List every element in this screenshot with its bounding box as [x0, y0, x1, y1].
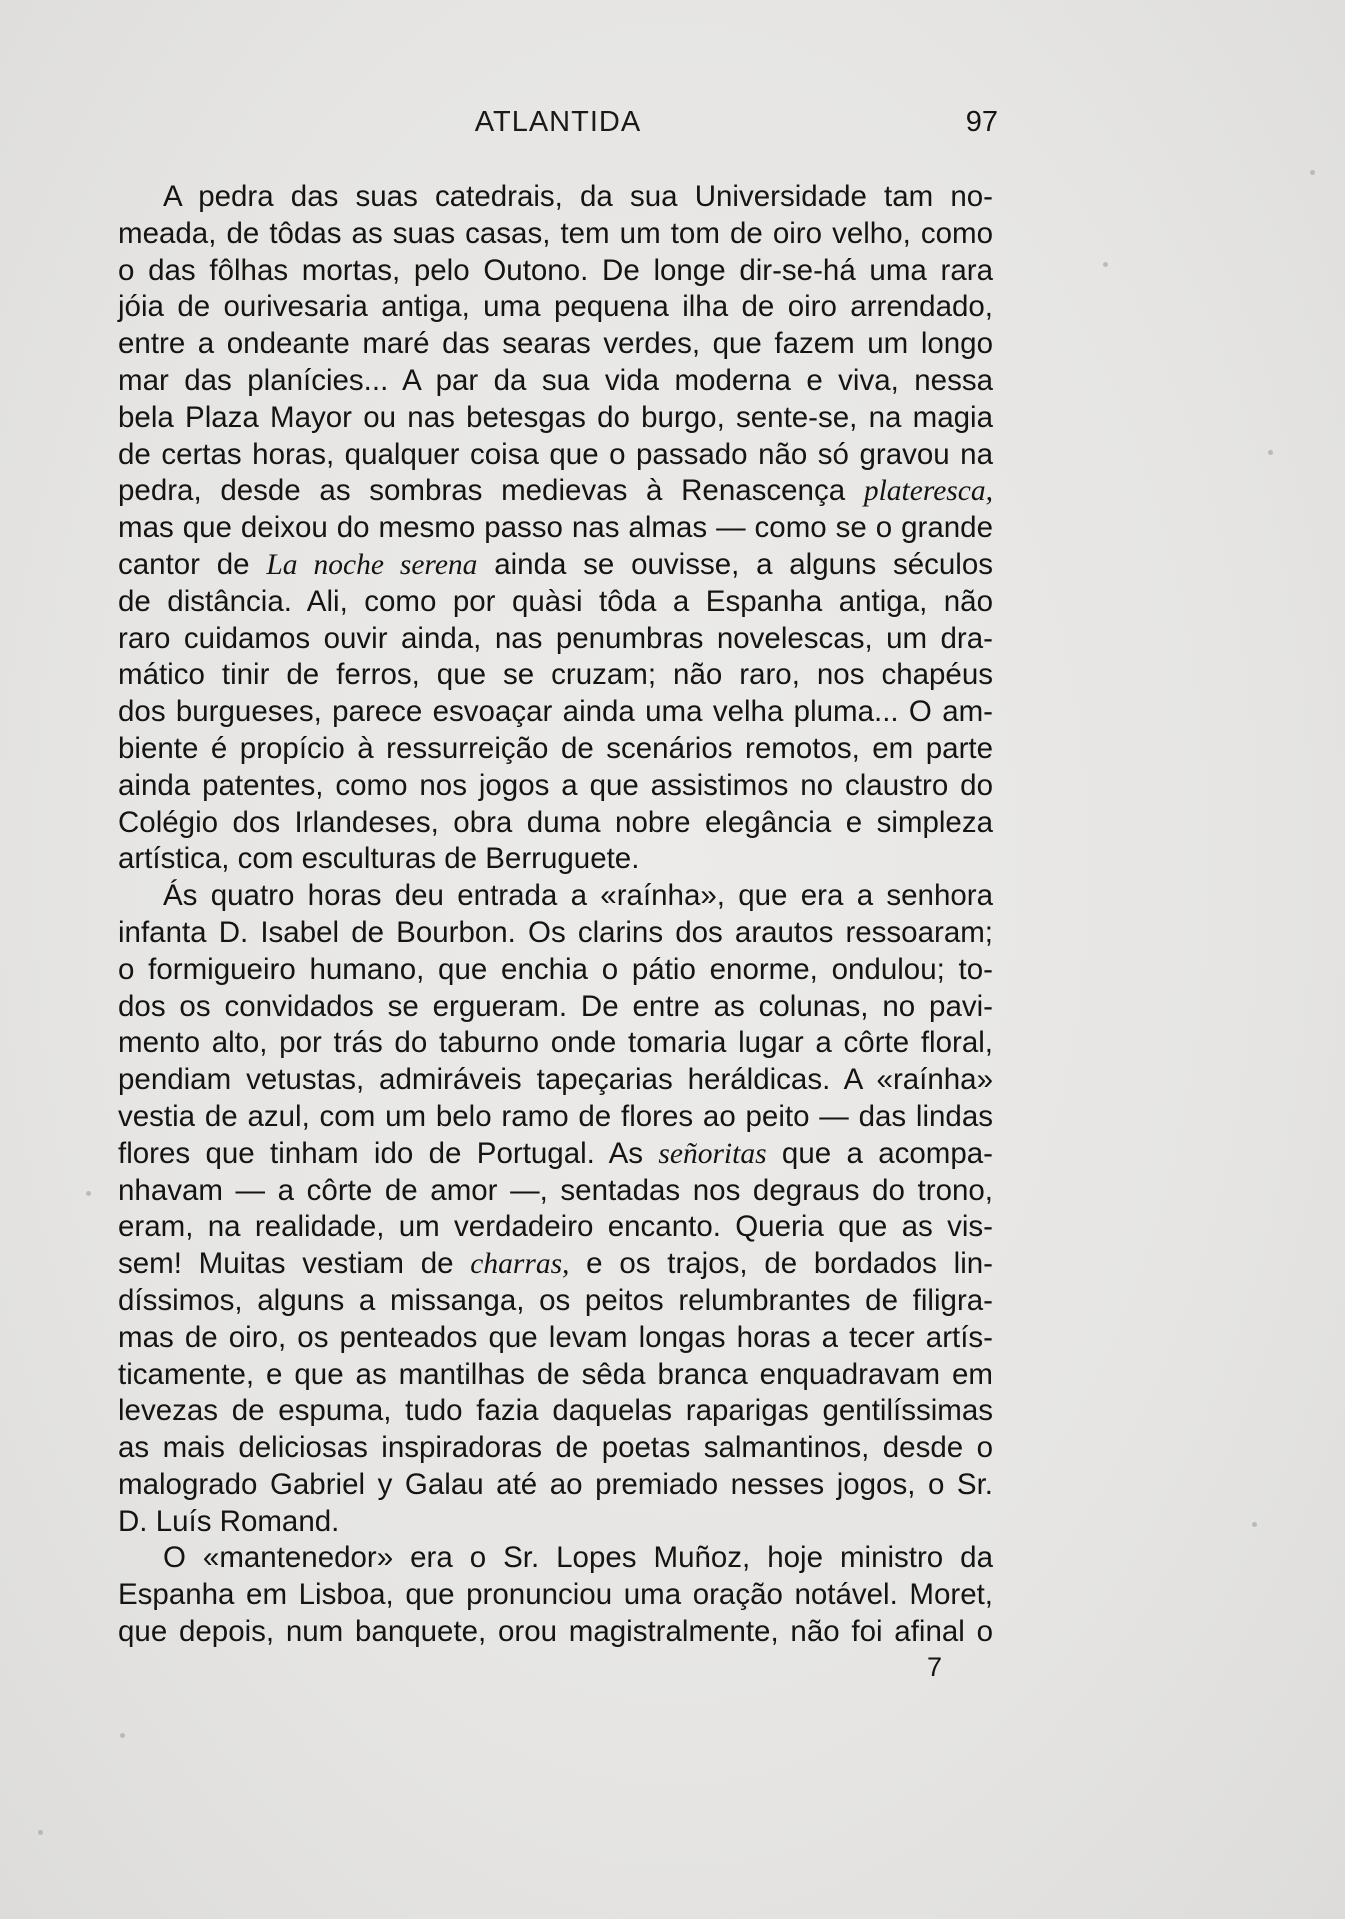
text-line	[118, 694, 993, 731]
line-text: bela Plaza Mayor ou nas betesgas do burgo, sente-se, na magia	[118, 400, 993, 434]
line-text: Ás quatro horas deu entrada a «raínha», que era a senhora	[163, 879, 993, 913]
text-line	[118, 621, 993, 658]
line-text: de certas horas, qualquer coisa que o passado não só gravou na	[118, 437, 993, 471]
text-line	[118, 731, 993, 768]
text-line	[118, 1540, 993, 1577]
text-line	[118, 841, 993, 878]
line-text: entre a ondeante maré das searas verdes, que fazem um longo	[118, 327, 993, 361]
text-line	[118, 289, 993, 326]
line-text: biente é propício à ressurreição de scenários remotos, em parte	[118, 731, 993, 765]
line-text: ainda patentes, como nos jogos a que assistimos no claustro do	[118, 768, 993, 802]
text-line	[118, 179, 993, 216]
line-text: infanta D. Isabel de Bourbon. Os clarins dos arautos ressoaram;	[118, 915, 993, 949]
line-text: de distância. Ali, como por quàsi tôda a Espanha antiga, não	[118, 584, 993, 618]
text-line	[118, 253, 993, 290]
text-line	[118, 1209, 993, 1246]
paper-speck	[120, 1733, 125, 1738]
text-line	[118, 1283, 993, 1320]
line-text: mento alto, por trás do taburno onde tomaria lugar a côrte floral,	[118, 1026, 993, 1060]
text-line	[118, 1614, 993, 1651]
text-line	[118, 437, 993, 474]
text-line	[118, 768, 993, 805]
text-line	[118, 1246, 993, 1283]
paper-speck	[1268, 450, 1273, 455]
italic-term: La noche serena	[266, 548, 478, 581]
italic-term: charras,	[470, 1248, 570, 1281]
text-line	[118, 1430, 993, 1467]
text-line	[118, 1357, 993, 1394]
paper-speck	[38, 1830, 43, 1835]
text-line	[118, 473, 993, 510]
line-text: pedra, desde as sombras medievas à Renascença	[118, 474, 864, 508]
line-text: mas que deixou do mesmo passo nas almas — como se o grande	[118, 511, 993, 545]
text-line	[118, 1173, 993, 1210]
signature-mark: 7	[927, 1652, 943, 1682]
italic-term: señoritas	[658, 1137, 767, 1170]
line-text: vestia de azul, com um belo ramo de flores ao peito — das lindas	[118, 1099, 993, 1133]
paper-speck	[86, 1191, 91, 1196]
line-text: eram, na realidade, um verdadeiro encanto. Queria que as vis-	[118, 1210, 993, 1244]
text-line	[118, 1099, 993, 1136]
page-number: 97	[965, 106, 998, 138]
paper-speck	[1103, 262, 1108, 267]
text-line	[118, 400, 993, 437]
text-line	[118, 1320, 993, 1357]
line-text: mático tinir de ferros, que se cruzam; não raro, nos chapéus	[118, 658, 993, 692]
line-text: flores que tinham ido de Portugal. As	[118, 1136, 659, 1170]
text-line	[118, 1136, 993, 1173]
line-text: A pedra das suas catedrais, da sua Universidade tam no-	[163, 180, 993, 213]
line-text: que depois, num banquete, orou magistralmente, não foi afinal o	[118, 1615, 993, 1649]
line-text: Espanha em Lisboa, que pronunciou uma oração notável. Moret,	[118, 1578, 993, 1612]
text-line	[118, 1025, 993, 1062]
line-text: ticamente, e que as mantilhas de sêda branca enquadravam em	[118, 1357, 993, 1391]
text-line	[118, 952, 993, 989]
line-text: mar das planícies... A par da sua vida moderna e viva, nessa	[118, 363, 993, 397]
line-text: sem! Muitas vestiam de	[118, 1247, 471, 1281]
line-text: artística, com esculturas de Berruguete.	[118, 842, 640, 876]
line-text: dos os convidados se ergueram. De entre as colunas, no pavi-	[118, 989, 993, 1023]
text-line	[118, 1393, 993, 1430]
line-text: o formigueiro humano, que enchia o pátio enorme, ondulou; to-	[118, 952, 993, 986]
text-line	[118, 363, 993, 400]
text-line	[118, 1467, 993, 1504]
line-text: díssimos, alguns a missanga, os peitos relumbrantes de filigra-	[118, 1283, 993, 1317]
text-line	[118, 1062, 993, 1099]
line-text: pendiam vetustas, admiráveis tapeçarias heráldicas. A «raínha»	[118, 1063, 993, 1097]
text-line	[118, 547, 993, 584]
line-text: raro cuidamos ouvir ainda, nas penumbras novelescas, um dra-	[118, 621, 993, 655]
text-line	[118, 584, 993, 621]
text-line	[118, 1504, 993, 1541]
line-text: meada, de tôdas as suas casas, tem um tom de oiro velho, como	[118, 216, 993, 250]
line-text: jóia de ourivesaria antiga, uma pequena ilha de oiro arrendado,	[118, 290, 993, 324]
line-text: que a acompa-	[766, 1136, 993, 1170]
text-line	[118, 878, 993, 915]
text-line	[118, 805, 993, 842]
line-text: malogrado Gabriel y Galau até ao premiado nesses jogos, o Sr.	[118, 1467, 993, 1501]
line-text: Colégio dos Irlandeses, obra duma nobre elegância e simpleza	[118, 805, 993, 839]
line-text: o das fôlhas mortas, pelo Outono. De longe dir-se-há uma rara	[118, 253, 993, 287]
text-line	[118, 510, 993, 547]
line-text: O «mantenedor» era o Sr. Lopes Muñoz, hoje ministro da	[163, 1541, 993, 1575]
line-text: dos burgueses, parece esvoaçar ainda uma velha pluma... O am-	[118, 695, 993, 729]
text-line	[118, 326, 993, 363]
running-head	[118, 106, 998, 146]
line-text: e os trajos, de bordados lin-	[569, 1247, 993, 1281]
line-text: D. Luís Romand.	[118, 1504, 340, 1538]
body-text	[118, 179, 993, 1651]
paper-speck	[1310, 170, 1315, 175]
line-text: nhavam — a côrte de amor —, sentadas nos degraus do trono,	[118, 1173, 993, 1207]
paper-speck	[1252, 1522, 1257, 1527]
running-title: ATLANTIDA	[474, 106, 642, 138]
text-line	[118, 216, 993, 253]
text-line	[118, 657, 993, 694]
line-text: ainda se ouvisse, a alguns séculos	[477, 547, 993, 581]
italic-term: plateresca,	[863, 475, 993, 508]
line-text: cantor de	[118, 547, 267, 581]
line-text: levezas de espuma, tudo fazia daquelas raparigas gentilíssimas	[118, 1394, 993, 1428]
text-line	[118, 1577, 993, 1614]
line-text: mas de oiro, os penteados que levam longas horas a tecer artís-	[118, 1320, 993, 1354]
text-line	[118, 915, 993, 952]
line-text: as mais deliciosas inspiradoras de poetas salmantinos, desde o	[118, 1431, 993, 1465]
text-line	[118, 989, 993, 1026]
